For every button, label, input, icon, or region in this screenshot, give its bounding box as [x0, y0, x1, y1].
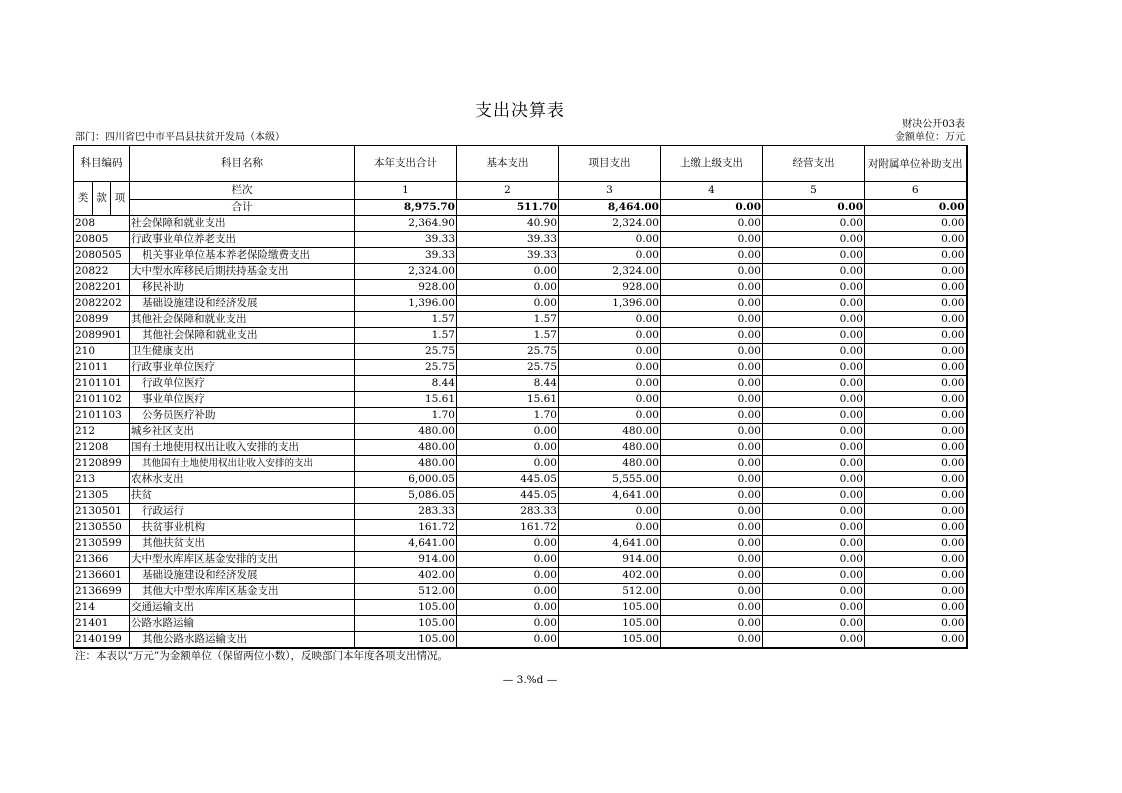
row-value: 0.00 — [559, 328, 661, 344]
row-value: 0.00 — [865, 568, 967, 584]
header-row — [74, 146, 967, 182]
row-code: 208 — [74, 216, 130, 232]
row-value: 40.90 — [457, 216, 559, 232]
row-value: 0.00 — [661, 520, 763, 536]
row-value: 0.00 — [559, 408, 661, 424]
row-value: 105.00 — [559, 632, 661, 649]
total-value: 0.00 — [763, 200, 865, 216]
table-row — [74, 344, 967, 360]
row-value: 480.00 — [559, 456, 661, 472]
row-value: 0.00 — [865, 312, 967, 328]
row-value: 0.00 — [559, 392, 661, 408]
row-code: 2101102 — [74, 392, 130, 408]
row-name: 公务员医疗补助 — [130, 408, 355, 424]
total-value: 0.00 — [661, 200, 763, 216]
row-value: 480.00 — [355, 456, 457, 472]
row-value: 402.00 — [559, 568, 661, 584]
amount-unit-label: 金额单位：万元 — [895, 132, 965, 143]
row-value: 0.00 — [865, 584, 967, 600]
row-value: 512.00 — [355, 584, 457, 600]
row-value: 1.70 — [457, 408, 559, 424]
table-row — [74, 440, 967, 456]
row-code: 20805 — [74, 232, 130, 248]
row-value: 0.00 — [763, 424, 865, 440]
row-value: 0.00 — [763, 232, 865, 248]
row-value: 105.00 — [559, 600, 661, 616]
row-value: 8.44 — [355, 376, 457, 392]
row-name: 行政事业单位医疗 — [130, 360, 355, 376]
row-code: 2080505 — [74, 248, 130, 264]
row-value: 1.70 — [355, 408, 457, 424]
row-name: 其他社会保障和就业支出 — [130, 328, 355, 344]
row-value: 0.00 — [865, 632, 967, 649]
row-value: 0.00 — [661, 264, 763, 280]
row-value: 0.00 — [865, 392, 967, 408]
row-value: 0.00 — [763, 312, 865, 328]
row-name: 事业单位医疗 — [130, 392, 355, 408]
row-value: 0.00 — [763, 600, 865, 616]
row-value: 1.57 — [457, 328, 559, 344]
row-value: 0.00 — [763, 632, 865, 649]
row-code: 2101103 — [74, 408, 130, 424]
row-name: 其他扶贫支出 — [130, 536, 355, 552]
row-name: 其他大中型水库库区基金支出 — [130, 584, 355, 600]
row-value: 0.00 — [865, 280, 967, 296]
row-value: 25.75 — [457, 344, 559, 360]
row-value: 0.00 — [457, 264, 559, 280]
row-value: 0.00 — [763, 280, 865, 296]
expenditure-table — [73, 145, 968, 649]
row-value: 0.00 — [457, 568, 559, 584]
row-value: 4,641.00 — [355, 536, 457, 552]
row-value: 283.33 — [457, 504, 559, 520]
table-row — [74, 600, 967, 616]
row-value: 105.00 — [355, 632, 457, 649]
row-value: 0.00 — [763, 408, 865, 424]
row-value: 928.00 — [559, 280, 661, 296]
row-value: 0.00 — [661, 216, 763, 232]
row-value: 0.00 — [559, 232, 661, 248]
row-code: 21305 — [74, 488, 130, 504]
row-value: 1.57 — [355, 312, 457, 328]
row-code: 2136601 — [74, 568, 130, 584]
row-value: 0.00 — [763, 536, 865, 552]
row-value: 1,396.00 — [355, 296, 457, 312]
row-value: 0.00 — [763, 328, 865, 344]
row-name: 其他国有土地使用权出让收入安排的支出 — [130, 456, 355, 472]
row-value: 0.00 — [763, 376, 865, 392]
row-code: 2130599 — [74, 536, 130, 552]
row-code: 2082202 — [74, 296, 130, 312]
table-row — [74, 264, 967, 280]
row-name: 大中型水库移民后期扶持基金支出 — [130, 264, 355, 280]
row-name: 行政事业单位养老支出 — [130, 232, 355, 248]
row-value: 39.33 — [457, 232, 559, 248]
row-name: 基础设施建设和经济发展 — [130, 296, 355, 312]
row-name: 公路水路运输 — [130, 616, 355, 632]
row-value: 0.00 — [661, 504, 763, 520]
row-value: 0.00 — [763, 216, 865, 232]
column-number-3: 3 — [559, 182, 661, 200]
row-value: 0.00 — [457, 632, 559, 649]
total-label: 合计 — [130, 200, 355, 216]
row-value: 0.00 — [661, 360, 763, 376]
row-value: 914.00 — [559, 552, 661, 568]
row-value: 0.00 — [457, 424, 559, 440]
row-code: 212 — [74, 424, 130, 440]
row-code: 21011 — [74, 360, 130, 376]
row-value: 2,324.00 — [559, 264, 661, 280]
header-operating-expenditure: 经营支出 — [763, 146, 865, 182]
row-value: 0.00 — [457, 552, 559, 568]
row-value: 8.44 — [457, 376, 559, 392]
table-row — [74, 360, 967, 376]
row-value: 445.05 — [457, 472, 559, 488]
row-value: 0.00 — [661, 248, 763, 264]
row-value: 0.00 — [865, 504, 967, 520]
column-number-5: 5 — [763, 182, 865, 200]
row-value: 0.00 — [559, 360, 661, 376]
table-row — [74, 488, 967, 504]
row-name: 国有土地使用权出让收入安排的支出 — [130, 440, 355, 456]
row-value: 0.00 — [559, 248, 661, 264]
row-value: 4,641.00 — [559, 488, 661, 504]
row-value: 25.75 — [355, 344, 457, 360]
row-value: 0.00 — [763, 456, 865, 472]
row-value: 1,396.00 — [559, 296, 661, 312]
row-name: 机关事业单位基本养老保险缴费支出 — [130, 248, 355, 264]
table-row — [74, 584, 967, 600]
table-row — [74, 472, 967, 488]
header-basic-expenditure: 基本支出 — [457, 146, 559, 182]
row-name: 大中型水库库区基金安排的支出 — [130, 552, 355, 568]
row-value: 914.00 — [355, 552, 457, 568]
header-subsidiary-grant: 对附属单位补助支出 — [865, 146, 967, 182]
row-value: 1.57 — [457, 312, 559, 328]
row-value: 105.00 — [355, 600, 457, 616]
row-value: 0.00 — [763, 584, 865, 600]
row-value: 15.61 — [355, 392, 457, 408]
row-value: 0.00 — [865, 408, 967, 424]
row-value: 0.00 — [457, 536, 559, 552]
row-value: 0.00 — [457, 616, 559, 632]
row-code: 2140199 — [74, 632, 130, 649]
row-value: 480.00 — [355, 440, 457, 456]
row-value: 4,641.00 — [559, 536, 661, 552]
row-code: 210 — [74, 344, 130, 360]
row-code: 2130501 — [74, 504, 130, 520]
row-value: 2,324.00 — [559, 216, 661, 232]
row-name: 城乡社区支出 — [130, 424, 355, 440]
row-value: 0.00 — [661, 536, 763, 552]
row-name: 其他社会保障和就业支出 — [130, 312, 355, 328]
header-remit-upper-expenditure: 上缴上级支出 — [661, 146, 763, 182]
row-value: 5,555.00 — [559, 472, 661, 488]
table-row — [74, 520, 967, 536]
row-value: 0.00 — [457, 456, 559, 472]
row-value: 0.00 — [865, 344, 967, 360]
row-name: 农林水支出 — [130, 472, 355, 488]
row-value: 25.75 — [355, 360, 457, 376]
row-value: 0.00 — [865, 456, 967, 472]
header-lanci: 栏次 — [130, 182, 355, 200]
row-value: 0.00 — [661, 488, 763, 504]
row-code: 2120899 — [74, 456, 130, 472]
row-value: 0.00 — [865, 472, 967, 488]
row-value: 0.00 — [763, 264, 865, 280]
row-value: 0.00 — [457, 584, 559, 600]
row-value: 0.00 — [865, 328, 967, 344]
row-value: 0.00 — [763, 392, 865, 408]
row-value: 0.00 — [457, 600, 559, 616]
row-value: 2,324.00 — [355, 264, 457, 280]
row-name: 其他公路水路运输支出 — [130, 632, 355, 649]
row-value: 0.00 — [457, 280, 559, 296]
table-row — [74, 536, 967, 552]
row-value: 0.00 — [661, 440, 763, 456]
total-value: 8,464.00 — [559, 200, 661, 216]
table-row — [74, 328, 967, 344]
row-value: 445.05 — [457, 488, 559, 504]
row-value: 0.00 — [865, 248, 967, 264]
row-value: 0.00 — [661, 616, 763, 632]
table-note: 注：本表以“万元”为金额单位（保留两位小数），反映部门本年度各项支出情况。 — [75, 650, 448, 662]
header-lei: 类 — [74, 182, 93, 216]
row-name: 扶贫事业机构 — [130, 520, 355, 536]
row-value: 0.00 — [865, 520, 967, 536]
row-value: 928.00 — [355, 280, 457, 296]
row-value: 39.33 — [457, 248, 559, 264]
row-value: 6,000.05 — [355, 472, 457, 488]
table-row — [74, 280, 967, 296]
row-code: 20822 — [74, 264, 130, 280]
row-value: 0.00 — [865, 264, 967, 280]
row-value: 5,086.05 — [355, 488, 457, 504]
row-code: 2101101 — [74, 376, 130, 392]
header-xiang: 项 — [111, 182, 130, 216]
page-number: — 3.%d — — [502, 674, 558, 686]
row-code: 213 — [74, 472, 130, 488]
table-row — [74, 424, 967, 440]
row-value: 512.00 — [559, 584, 661, 600]
row-value: 0.00 — [763, 344, 865, 360]
row-name: 扶贫 — [130, 488, 355, 504]
row-code: 2082201 — [74, 280, 130, 296]
total-value: 0.00 — [865, 200, 967, 216]
row-value: 161.72 — [355, 520, 457, 536]
table-row — [74, 376, 967, 392]
row-name: 行政单位医疗 — [130, 376, 355, 392]
row-value: 0.00 — [661, 584, 763, 600]
table-row — [74, 248, 967, 264]
row-value: 0.00 — [763, 296, 865, 312]
row-value: 0.00 — [763, 248, 865, 264]
row-value: 0.00 — [457, 440, 559, 456]
report-title: 支出决算表 — [475, 101, 565, 121]
row-value: 0.00 — [865, 488, 967, 504]
row-code: 21366 — [74, 552, 130, 568]
row-value: 0.00 — [661, 568, 763, 584]
column-number-6: 6 — [865, 182, 967, 200]
row-value: 0.00 — [865, 360, 967, 376]
row-name: 移民补助 — [130, 280, 355, 296]
row-value: 0.00 — [865, 216, 967, 232]
row-value: 161.72 — [457, 520, 559, 536]
row-value: 1.57 — [355, 328, 457, 344]
row-value: 0.00 — [865, 424, 967, 440]
table-row — [74, 408, 967, 424]
row-value: 0.00 — [865, 296, 967, 312]
header-total-expenditure: 本年支出合计 — [355, 146, 457, 182]
row-value: 480.00 — [559, 424, 661, 440]
row-value: 0.00 — [763, 440, 865, 456]
row-value: 0.00 — [763, 520, 865, 536]
table-row — [74, 568, 967, 584]
row-value: 0.00 — [661, 424, 763, 440]
row-value: 0.00 — [763, 504, 865, 520]
row-value: 402.00 — [355, 568, 457, 584]
row-value: 0.00 — [763, 616, 865, 632]
header-name: 科目名称 — [130, 146, 355, 182]
row-value: 0.00 — [763, 552, 865, 568]
row-value: 0.00 — [559, 520, 661, 536]
row-value: 0.00 — [865, 600, 967, 616]
row-code: 21208 — [74, 440, 130, 456]
row-value: 0.00 — [661, 632, 763, 649]
column-number-4: 4 — [661, 182, 763, 200]
table-row — [74, 632, 967, 649]
row-value: 0.00 — [661, 408, 763, 424]
total-value: 8,975.70 — [355, 200, 457, 216]
row-code: 2130550 — [74, 520, 130, 536]
row-value: 0.00 — [661, 600, 763, 616]
table-row — [74, 552, 967, 568]
row-value: 25.75 — [457, 360, 559, 376]
row-value: 2,364.90 — [355, 216, 457, 232]
row-value: 0.00 — [661, 392, 763, 408]
total-value: 511.70 — [457, 200, 559, 216]
department-label: 部门：四川省巴中市平昌县扶贫开发局（本级） — [75, 132, 285, 143]
row-value: 0.00 — [661, 296, 763, 312]
row-value: 0.00 — [865, 536, 967, 552]
row-value: 0.00 — [559, 344, 661, 360]
table-row — [74, 456, 967, 472]
row-value: 0.00 — [865, 440, 967, 456]
table-row — [74, 616, 967, 632]
header-kuan: 款 — [93, 182, 111, 216]
row-code: 2136699 — [74, 584, 130, 600]
column-number-row — [74, 182, 967, 200]
header-project-expenditure: 项目支出 — [559, 146, 661, 182]
row-name: 卫生健康支出 — [130, 344, 355, 360]
row-value: 0.00 — [763, 472, 865, 488]
table-row — [74, 504, 967, 520]
row-value: 283.33 — [355, 504, 457, 520]
row-value: 0.00 — [559, 312, 661, 328]
row-value: 15.61 — [457, 392, 559, 408]
row-value: 480.00 — [355, 424, 457, 440]
row-value: 0.00 — [661, 344, 763, 360]
row-value: 0.00 — [763, 568, 865, 584]
form-number: 财决公开03表 — [902, 119, 965, 130]
row-value: 0.00 — [457, 296, 559, 312]
table-row — [74, 232, 967, 248]
table-row — [74, 296, 967, 312]
row-value: 0.00 — [661, 312, 763, 328]
row-name: 基础设施建设和经济发展 — [130, 568, 355, 584]
row-code: 2089901 — [74, 328, 130, 344]
row-code: 20899 — [74, 312, 130, 328]
row-value: 0.00 — [865, 232, 967, 248]
row-value: 0.00 — [661, 376, 763, 392]
row-value: 39.33 — [355, 232, 457, 248]
row-name: 交通运输支出 — [130, 600, 355, 616]
row-value: 0.00 — [865, 552, 967, 568]
row-name: 社会保障和就业支出 — [130, 216, 355, 232]
row-value: 0.00 — [661, 472, 763, 488]
table-row — [74, 392, 967, 408]
row-value: 0.00 — [661, 280, 763, 296]
row-value: 0.00 — [661, 552, 763, 568]
row-value: 0.00 — [865, 376, 967, 392]
column-number-1: 1 — [355, 182, 457, 200]
row-name: 行政运行 — [130, 504, 355, 520]
header-code: 科目编码 — [74, 146, 130, 182]
row-value: 0.00 — [559, 504, 661, 520]
row-value: 480.00 — [559, 440, 661, 456]
row-value: 39.33 — [355, 248, 457, 264]
table-row — [74, 312, 967, 328]
row-value: 0.00 — [661, 328, 763, 344]
row-value: 105.00 — [559, 616, 661, 632]
column-number-2: 2 — [457, 182, 559, 200]
row-value: 0.00 — [661, 456, 763, 472]
row-value: 105.00 — [355, 616, 457, 632]
row-code: 214 — [74, 600, 130, 616]
row-code: 21401 — [74, 616, 130, 632]
row-value: 0.00 — [661, 232, 763, 248]
row-value: 0.00 — [763, 488, 865, 504]
row-value: 0.00 — [559, 376, 661, 392]
total-row — [74, 200, 967, 216]
row-value: 0.00 — [763, 360, 865, 376]
row-value: 0.00 — [865, 616, 967, 632]
table-row — [74, 216, 967, 232]
